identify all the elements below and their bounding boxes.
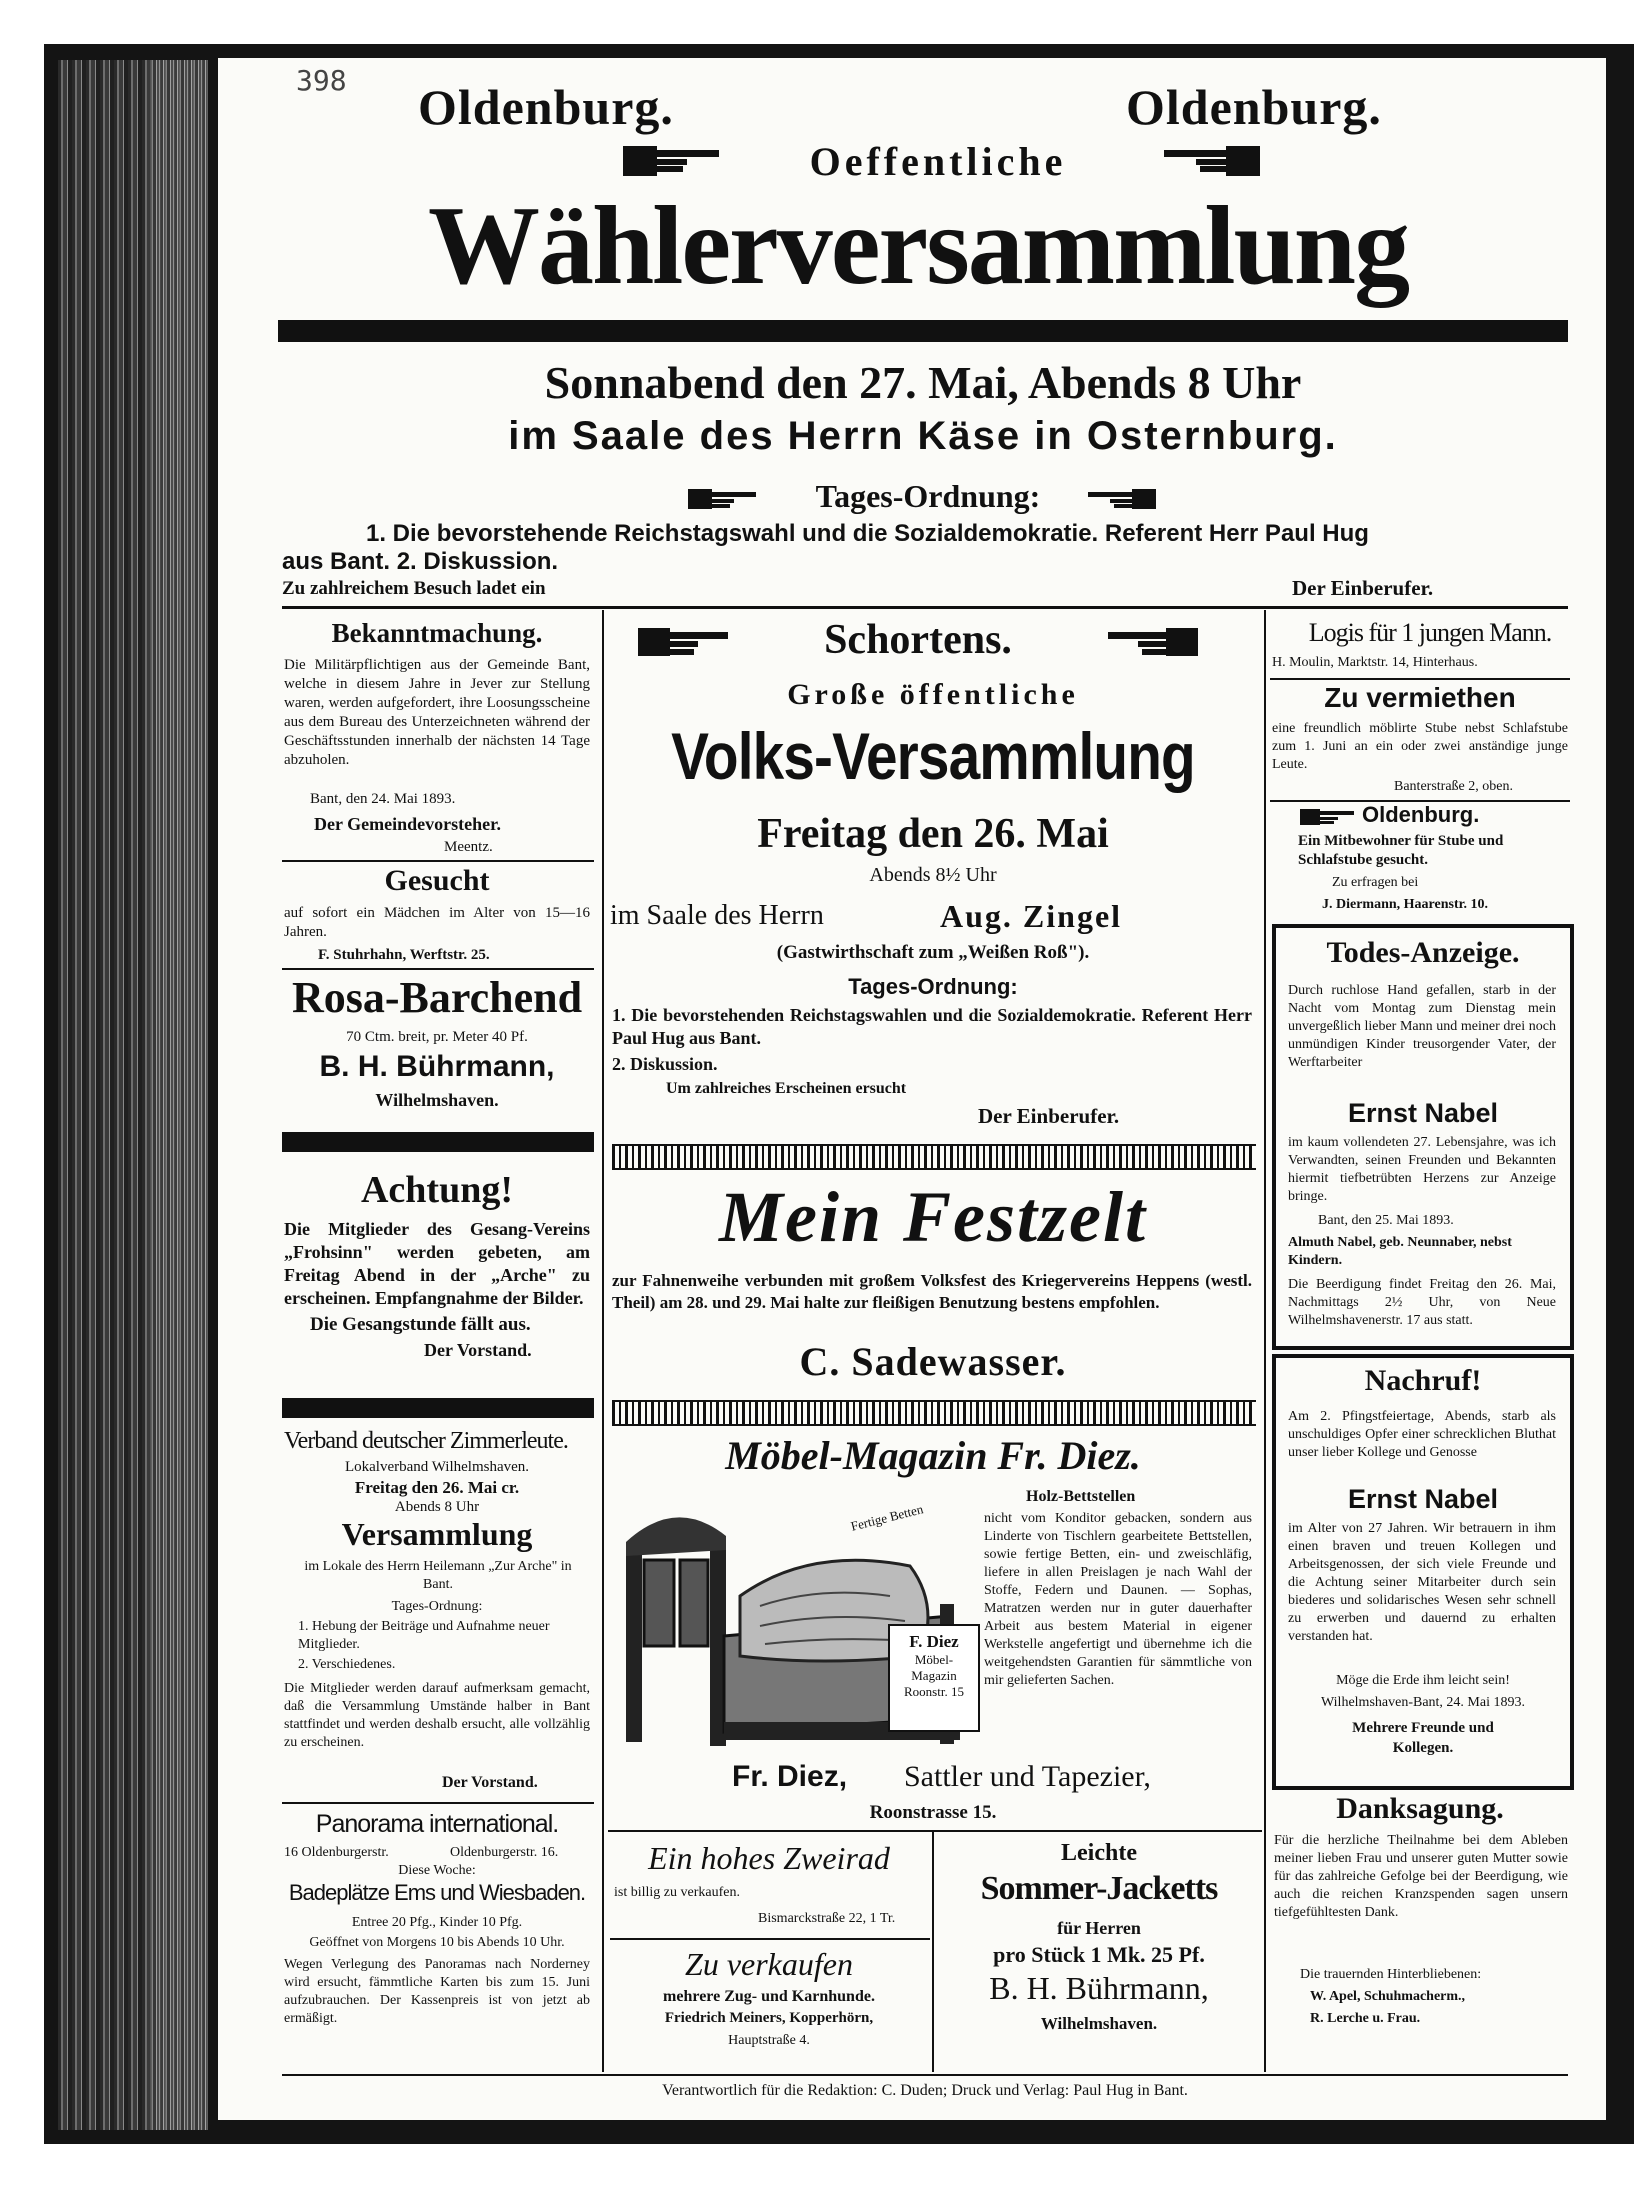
header-city-left: Oldenburg. — [418, 79, 674, 135]
todes-burial: Die Beerdigung findet Freitag den 26. Mai, Nachmittags 2½ Uhr, von Neue Wilhelmshavenerstr. 17 aus statt. — [1288, 1277, 1556, 1328]
schortens-grosse: Große öffentliche — [787, 678, 1079, 711]
ad-divider — [282, 860, 594, 862]
verkaufen-text: mehrere Zug- und Karnhunde. — [663, 1988, 875, 2005]
zweirad-title: Ein hohes Zweirad — [648, 1840, 890, 1876]
verband-place: im Lokale des Herrn Heilemann „Zur Arche" in Bant. — [304, 1559, 572, 1592]
header-title: Wählerversammlung — [427, 184, 1409, 308]
verkaufen-name: Friedrich Meiners, Kopperhörn, — [664, 2010, 874, 2026]
header-agenda-title: Tages-Ordnung: — [815, 478, 1041, 514]
moebel-addr: Roonstrasse 15. — [869, 1802, 997, 1823]
schortens-date: Freitag den 26. Mai — [757, 811, 1109, 857]
danksagung-sub: Die trauernden Hinterbliebenen: — [1300, 1967, 1482, 1982]
schortens-venue-sub: (Gastwirthschaft zum „Weißen Roß"). — [776, 942, 1090, 963]
pointing-hand-right-icon — [688, 486, 758, 516]
panorama-head: Badeplätze Ems und Wiesbaden. — [288, 1880, 586, 1905]
footer-imprint: Verantwortlich für die Redaktion: C. Duden; Druck und Verlag: Paul Hug in Bant. — [662, 2082, 1188, 2099]
pointing-hand-right-icon — [623, 140, 723, 184]
jacketts-name: B. H. Bührmann, — [989, 1970, 1209, 2006]
rosa-barchend-name: B. H. Bührmann, — [319, 1050, 555, 1083]
moebel-trade: Sattler und Tapezier, — [904, 1760, 1151, 1793]
bekanntmachung-name: Meentz. — [444, 839, 493, 855]
column-rule — [602, 610, 604, 2072]
oldenburg-title: Oldenburg. — [1362, 802, 1480, 827]
todes-sign: Almuth Nabel, geb. Neunnaber, nebst Kindern. — [1288, 1235, 1512, 1268]
festzelt-sadewasser: C. Sadewasser. — [799, 1339, 1067, 1384]
moebel-name: Fr. Diez, — [732, 1760, 848, 1793]
page-number: 398 — [296, 64, 347, 97]
panorama-title: Panorama international. — [315, 1810, 559, 1838]
header-bottom-rule — [282, 606, 1568, 609]
logis-title: Logis für 1 jungen Mann. — [1308, 618, 1552, 647]
schortens-item1: 1. Die bevorstehenden Reichstagswahlen und die Sozialdemokratie. Referent Herr Paul Hug aus Bant. — [612, 1005, 1252, 1048]
jacketts-leichte: Leichte — [1061, 1840, 1137, 1866]
ad-divider-bold — [282, 1132, 594, 1152]
verband-item1: 1. Hebung der Beiträge und Aufnahme neuer Mitglieder. — [298, 1619, 550, 1652]
moebel-title: Möbel-Magazin Fr. Diez. — [725, 1433, 1141, 1478]
ornamental-border — [612, 1400, 1256, 1426]
todes-text: Durch ruchlose Hand gefallen, starb in der Nacht vom Montag zum Dienstag mein unvergeßlich lieber Mann und meiner drei noch unmündigen Kinder treusorgender Vater, der Werftarbeiter — [1288, 983, 1556, 1070]
rosa-barchend-title: Rosa-Barchend — [291, 973, 583, 1022]
panorama-addr-right: Oldenburgerstr. 16. — [450, 1845, 559, 1860]
bed-sign-line2: Möbel- — [914, 1652, 954, 1667]
rosa-barchend-place: Wilhelmshaven. — [375, 1090, 499, 1110]
nachruf-sign: Mehrere Freunde und Kollegen. — [1352, 1720, 1494, 1756]
ad-divider-bold — [282, 1398, 594, 1418]
rosa-barchend-text: 70 Ctm. breit, pr. Meter 40 Pf. — [346, 1029, 528, 1045]
achtung-title: Achtung! — [360, 1169, 514, 1211]
schortens-item2: 2. Diskussion. — [612, 1054, 718, 1074]
ad-divider — [282, 1802, 594, 1804]
header-agenda-line2: aus Bant. 2. Diskussion. — [282, 548, 559, 575]
bed-sign-line3: Magazin — [911, 1668, 957, 1683]
oldenburg-addr: J. Diermann, Haarenstr. 10. — [1322, 897, 1489, 912]
verband-time: Abends 8 Uhr — [394, 1499, 480, 1515]
danksagung-sign1: W. Apel, Schuhmacherm., — [1310, 1989, 1466, 2004]
schortens-time: Abends 8½ Uhr — [869, 864, 997, 886]
panorama-text: Wegen Verlegung des Panoramas nach Norderney wird ersucht, fämmtliche Karten bis zum 15. Juni aufzubrauchen. Der Kassenpreis ist von jetzt ab ermäßigt. — [284, 1957, 590, 2026]
bekanntmachung-title: Bekanntmachung. — [331, 618, 543, 648]
column-rule — [932, 1832, 934, 2072]
panorama-price: Entree 20 Pfg., Kinder 10 Pfg. — [351, 1915, 523, 1930]
gesucht-text: auf sofort ein Mädchen im Alter von 15—16 Jahren. — [284, 905, 590, 940]
moebel-text: nicht vom Konditor gebacken, sondern aus Linderte von Tischlern gearbeitete Bettstellen, sowie fertige Betten, ein- und zweischläfig, liefere in allen Preislagen je nach Wahl der Stoffe, Federn und Daunen. — Sophas, Matratzen werden nur in guter dauerhafter Arbeit aus bestem Material in eigener Werkstelle angefertigt und übernehme ich die weitgehendsten Garantien für sämmtliche von mir gelieferten Sachen. — [984, 1511, 1252, 1688]
ad-divider — [608, 1830, 1262, 1832]
verkaufen-addr: Hauptstraße 4. — [728, 2033, 810, 2048]
pointing-hand-left-icon — [1160, 140, 1260, 184]
ad-divider — [1270, 678, 1570, 680]
ad-divider — [610, 1938, 930, 1940]
pointing-hand-right-icon — [638, 624, 730, 664]
schortens-invite: Um zahlreiches Erscheinen ersucht — [666, 1080, 907, 1097]
bed-pillow-label: Fertige Betten — [849, 1501, 925, 1534]
verband-date: Freitag den 26. Mai cr. — [354, 1478, 520, 1497]
todes-date: Bant, den 25. Mai 1893. — [1318, 1213, 1454, 1228]
bekanntmachung-text: Die Militärpflichtigen aus der Gemeinde Bant, welche in diesem Jahre in Jever zur Stellung waren, werden aufgefordert, ihre Loosungsscheine aus dem Bureau des Unterzeichneten während der Geschäftsstunden innerhalb der nächsten 14 Tage abzuholen. — [284, 657, 590, 768]
pointing-hand-left-icon — [1086, 486, 1156, 516]
achtung-text2: Die Gesangstunde fällt aus. — [310, 1314, 531, 1335]
zweirad-addr: Bismarckstraße 22, 1 Tr. — [758, 1911, 896, 1926]
todes-text2: im kaum vollendeten 27. Lebensjahre, was ich Verwandten, seinen Freunden und Bekannten hiermit tiefbetrübten Herzens zur Anzeige bringe. — [1288, 1135, 1556, 1204]
panorama-week: Diese Woche: — [398, 1863, 476, 1878]
nachruf-wish: Möge die Erde ihm leicht sein! — [1336, 1673, 1510, 1688]
footer-rule — [282, 2074, 1568, 2076]
vermiethen-addr: Banterstraße 2, oben. — [1394, 779, 1513, 794]
verband-sub: Lokalverband Wilhelmshaven. — [344, 1459, 530, 1475]
gesucht-title: Gesucht — [384, 864, 490, 897]
vermiethen-title: Zu vermiethen — [1324, 682, 1516, 713]
jacketts-preis: pro Stück 1 Mk. 25 Pf. — [993, 1942, 1205, 1967]
schortens-agenda-title: Tages-Ordnung: — [848, 974, 1018, 999]
achtung-sign: Der Vorstand. — [424, 1340, 532, 1360]
jacketts-fuer: für Herren — [1057, 1918, 1141, 1938]
column-rule — [1264, 610, 1266, 2072]
ornamental-border — [612, 1144, 1256, 1170]
vermiethen-text: eine freundlich möblirte Stube nebst Schlafstube zum 1. Juni an ein oder zwei anständige junge Leute. — [1272, 721, 1568, 772]
nachruf-name: Ernst Nabel — [1347, 1484, 1499, 1514]
danksagung-sign2: R. Lerche u. Frau. — [1310, 2011, 1421, 2026]
ad-divider — [282, 968, 594, 970]
panorama-addr-left: 16 Oldenburgerstr. — [284, 1845, 389, 1860]
verband-text: Die Mitglieder werden darauf aufmerksam gemacht, daß die Versammlung Umstände halber in Bant stattfindet und werden deshalb ersucht, alle vollzählig zu erscheinen. — [284, 1681, 590, 1750]
newspaper-page — [218, 58, 1606, 2120]
moebel-subtitle: Holz-Bettstellen — [1026, 1488, 1136, 1505]
oldenburg-text: Ein Mitbewohner für Stube und Schlafstube gesucht. — [1298, 833, 1504, 868]
festzelt-text: zur Fahnenweihe verbunden mit großem Volksfest des Kriegervereins Heppens (westl. Theil) am 28. und 29. Mai halte zur fleißigen Benutzung bestens empfohlen. — [612, 1271, 1252, 1312]
zweirad-text: ist billig zu verkaufen. — [614, 1885, 740, 1900]
bekanntmachung-date: Bant, den 24. Mai 1893. — [310, 791, 456, 807]
gesucht-sign: F. Stuhrhahn, Werftstr. 25. — [318, 947, 490, 963]
header-agenda-line1: 1. Die bevorstehende Reichstagswahl und die Sozialdemokratie. Referent Herr Paul Hug — [366, 520, 1369, 547]
header-invite: Zu zahlreichem Besuch ladet ein — [282, 578, 546, 599]
todes-title: Todes-Anzeige. — [1326, 936, 1520, 969]
logis-addr: H. Moulin, Marktstr. 14, Hinterhaus. — [1272, 655, 1478, 670]
header-title-underline — [278, 320, 1568, 342]
bed-sign-line1: F. Diez — [909, 1632, 959, 1651]
nachruf-date: Wilhelmshaven-Bant, 24. Mai 1893. — [1321, 1695, 1525, 1710]
verband-agenda: Tages-Ordnung: — [391, 1599, 483, 1614]
pointing-hand-right-icon — [1300, 806, 1356, 832]
verband-item2: 2. Verschiedenes. — [298, 1657, 396, 1672]
jacketts-place: Wilhelmshaven. — [1040, 2014, 1158, 2033]
achtung-text: Die Mitglieder des Gesang-Vereins „Frohsinn" werden gebeten, am Freitag Abend in der „Arche" zu erscheinen. Empfangnahme der Bilder. — [284, 1219, 590, 1308]
verband-sign: Der Vorstand. — [442, 1774, 538, 1791]
bed-sign — [888, 1624, 980, 1732]
bekanntmachung-sign: Der Gemeindevorsteher. — [314, 814, 501, 834]
danksagung-title: Danksagung. — [1336, 1792, 1504, 1825]
bed-sign-line4: Roonstr. 15 — [904, 1684, 964, 1699]
verkaufen-title: Zu verkaufen — [685, 1946, 853, 1982]
header-venue: im Saale des Herrn Käse in Osternburg. — [508, 414, 1338, 458]
danksagung-text: Für die herzliche Theilnahme bei dem Ableben meiner lieben Frau und unserer guten Mutter sowie für das zahlreiche Gefolge bei der Beerdigung, wie auch die reichen Kranzspenden sagen unsern tiefgefühltesten Dank. — [1274, 1833, 1568, 1920]
schortens-venue-name: Aug. Zingel — [940, 898, 1123, 934]
schortens-volks-title: Volks-Versammlung — [671, 719, 1195, 793]
verband-title: Verband deutscher Zimmerleute. — [284, 1428, 568, 1454]
schortens-signer: Der Einberufer. — [978, 1104, 1120, 1128]
header-kicker: Oeffentliche — [809, 139, 1067, 184]
todes-name: Ernst Nabel — [1347, 1098, 1499, 1128]
jacketts-title: Sommer-Jacketts — [980, 1870, 1218, 1907]
nachruf-text2: im Alter von 27 Jahren. Wir betrauern in ihm einen braven und treuen Kollegen und Arbeitsgenossen, der sich viele Freunde und die Achtung seiner Mitarbeiter durch sein biederes und solidarisches Wesen sehr schnell zu erwerben und dauernd zu erhalten verstanden hat. — [1288, 1521, 1556, 1644]
book-spine-edge — [150, 60, 208, 2130]
nachruf-title: Nachruf! — [1364, 1364, 1482, 1397]
panorama-hours: Geöffnet von Morgens 10 bis Abends 10 Uhr. — [309, 1935, 565, 1950]
header-signer: Der Einberufer. — [1292, 576, 1434, 600]
schortens-title: Schortens. — [824, 617, 1012, 663]
pointing-hand-left-icon — [1106, 624, 1198, 664]
header-date-line: Sonnabend den 27. Mai, Abends 8 Uhr — [544, 357, 1302, 408]
nachruf-text: Am 2. Pfingstfeiertage, Abends, starb als unschuldiges Opfer einer schrecklichen Bluthat unser lieber Kollege und Genosse — [1288, 1409, 1556, 1460]
header-city-right: Oldenburg. — [1126, 79, 1382, 135]
verband-head: Versammlung — [341, 1516, 533, 1552]
schortens-venue-prefix: im Saale des Herrn — [610, 900, 824, 931]
festzelt-title: Mein Festzelt — [718, 1177, 1147, 1257]
oldenburg-ask: Zu erfragen bei — [1332, 875, 1419, 890]
